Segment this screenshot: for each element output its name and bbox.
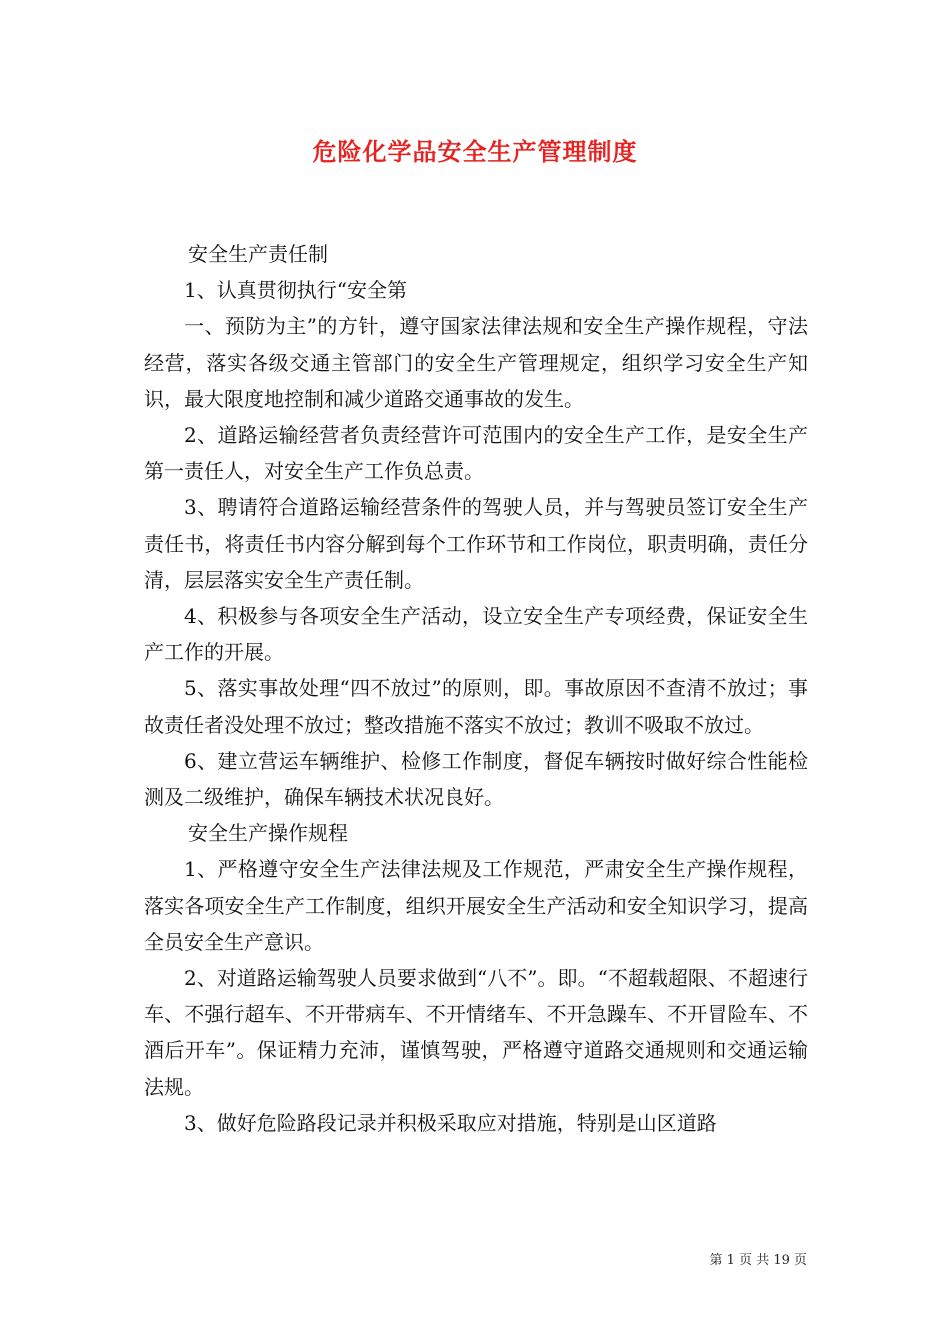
paragraph: 3、做好危险路段记录并积极采取应对措施，特别是山区道路 [184, 1110, 717, 1135]
page-number: 第 1 页 共 19 页 [709, 1253, 807, 1268]
section-heading: 安全生产操作规程 [188, 821, 348, 846]
paragraph: 4、积极参与各项安全生产活动，设立安全生产专项经费，保证安全生产工作的开展。 [144, 604, 808, 665]
paragraph: 3、聘请符合道路运输经营条件的驾驶人员，并与驾驶员签订安全生产责任书，将责任书内容分解到每个工作环节和工作岗位，职责明确，责任分清，层层落实安全生产责任制。 [144, 495, 808, 592]
paragraph: 1、严格遵守安全生产法律法规及工作规范，严肃安全生产操作规程，落实各项安全生产工作制度，组织开展安全生产活动和安全知识学习，提高全员安全生产意识。 [144, 857, 808, 954]
paragraph: 一、预防为主”的方针，遵守国家法律法规和安全生产操作规程，守法经营，落实各级交通主管部门的安全生产管理规定，组织学习安全生产知识，最大限度地控制和减少道路交通事故的发生。 [144, 314, 808, 411]
paragraph: 1、认真贯彻执行“安全第 [184, 278, 407, 303]
section-heading: 安全生产责任制 [188, 242, 328, 266]
paragraph: 2、对道路运输驾驶人员要求做到“八不”。即。“不超载超限、不超速行车、不强行超车、不开带病车、不开情绪车、不开急躁车、不开冒险车、不酒后开车”。保证精力充沛，谨慎驾驶，严格遵守道路交通规则和交通运输法规。 [144, 966, 808, 1099]
paragraph: 6、建立营运车辆维护、检修工作制度，督促车辆按时做好综合性能检测及二级维护，确保车辆技术状况良好。 [144, 748, 808, 810]
document-body [144, 236, 808, 1141]
paragraph: 5、落实事故处理“四不放过”的原则，即。事故原因不查清不放过；事故责任者没处理不放过；整改措施不落实不放过；教训不吸取不放过。 [144, 676, 808, 737]
paragraph: 2、道路运输经营者负责经营许可范围内的安全生产工作，是安全生产第一责任人，对安全生产工作负总责。 [144, 423, 808, 484]
document-title: 危险化学品安全生产管理制度 [312, 138, 638, 166]
